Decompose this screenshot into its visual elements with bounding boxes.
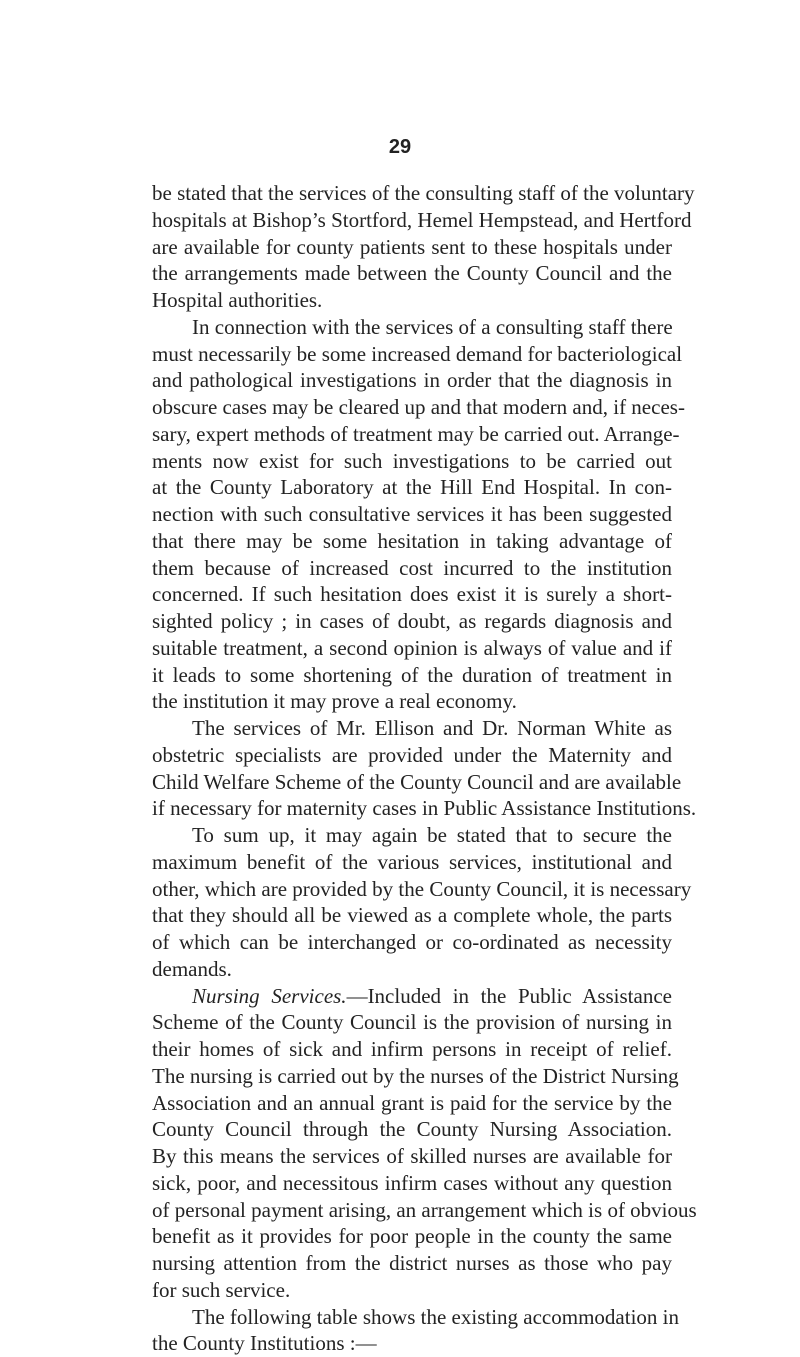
text-line: their homes of sick and infirm persons in receipt of relief. [152,1036,672,1063]
text-line: sighted policy ; in cases of doubt, as regards diagnosis and [152,608,672,635]
text-line: To sum up, it may again be stated that to secure the [152,822,672,849]
text-line: that they should all be viewed as a complete whole, the parts [152,902,672,929]
text-line: sary, expert methods of treatment may be carried out. Arrange- [152,421,672,448]
text-line: Child Welfare Scheme of the County Council and are available [152,769,672,796]
text-line [152,983,672,1010]
text-line: The nursing is carried out by the nurses of the District Nursing [152,1063,672,1090]
text-line: the arrangements made between the County Council and the [152,260,672,287]
text-line: it leads to some shortening of the duration of treatment in [152,662,672,689]
text-line: hospitals at Bishop’s Stortford, Hemel Hempstead, and Hertford [152,207,672,234]
text-line: if necessary for maternity cases in Public Assistance Institutions. [152,795,672,822]
text-line: of which can be interchanged or co-ordinated as necessity [152,929,672,956]
text-line: Association and an annual grant is paid for the service by the [152,1090,672,1117]
text-line: obstetric specialists are provided under the Maternity and [152,742,672,769]
text-line: of personal payment arising, an arrangement which is of obvious [152,1197,672,1224]
text-line: for such service. [152,1277,672,1304]
text-line: Scheme of the County Council is the provision of nursing in [152,1009,672,1036]
text-line: obscure cases may be cleared up and that modern and, if neces- [152,394,672,421]
text-line: County Council through the County Nursing Association. [152,1116,672,1143]
text-line: the institution it may prove a real economy. [152,688,672,715]
text-line: nursing attention from the district nurses as those who pay [152,1250,672,1277]
text-line: The following table shows the existing accommodation in [152,1304,672,1331]
text-line: and pathological investigations in order that the diagnosis in [152,367,672,394]
text-line: maximum benefit of the various services, institutional and [152,849,672,876]
text-line: In connection with the services of a consulting staff there [152,314,672,341]
text-line: at the County Laboratory at the Hill End Hospital. In con- [152,474,672,501]
text-line: must necessarily be some increased demand for bacteriological [152,341,672,368]
paragraph [152,1304,672,1357]
page-number: 29 [0,136,800,159]
text-line: sick, poor, and necessitous infirm cases without any question [152,1170,672,1197]
paragraph [152,822,672,983]
text-line: are available for county patients sent to these hospitals under [152,234,672,261]
text-line: suitable treatment, a second opinion is always of value and if [152,635,672,662]
text-line: The services of Mr. Ellison and Dr. Norman White as [152,715,672,742]
text-line: the County Institutions :— [152,1330,672,1357]
paragraph [152,180,672,314]
section-heading: Nursing Services. [192,984,347,1008]
text-line: By this means the services of skilled nurses are available for [152,1143,672,1170]
paragraph [152,314,672,715]
body-text [152,180,672,1357]
text-run: —Included in the Public Assistance [347,984,672,1008]
text-line: demands. [152,956,672,983]
text-line: that there may be some hesitation in taking advantage of [152,528,672,555]
text-line: benefit as it provides for poor people in the county the same [152,1223,672,1250]
text-line: them because of increased cost incurred to the institution [152,555,672,582]
text-line: other, which are provided by the County Council, it is necessary [152,876,672,903]
paragraph [152,715,672,822]
text-line: concerned. If such hesitation does exist it is surely a short- [152,581,672,608]
text-line: be stated that the services of the consulting staff of the voluntary [152,180,672,207]
text-line: Hospital authorities. [152,287,672,314]
paragraph-nursing-services [152,983,672,1304]
text-line: nection with such consultative services it has been suggested [152,501,672,528]
text-line: ments now exist for such investigations to be carried out [152,448,672,475]
